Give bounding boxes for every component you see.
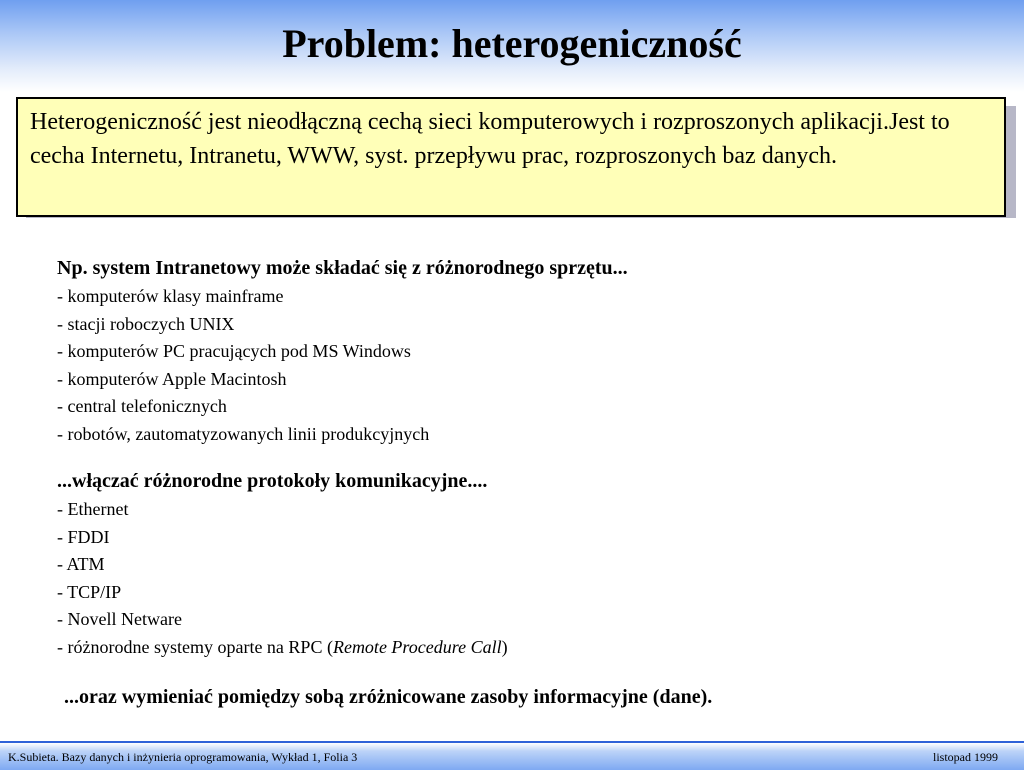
footer-date: listopad 1999 [933,750,998,764]
rpc-prefix: - różnorodne systemy oparte na RPC ( [57,636,333,657]
rpc-suffix: ) [501,636,508,657]
protocols-heading: ...włączać różnorodne protokoły komunikacyjne.... [57,470,488,492]
intro-text: Heterogeniczność jest nieodłączną cechą sieci komputerowych i rozproszonych aplikacji.Jest to cecha Internetu, Intranetu, WWW, syst. przepływu prac, rozproszonych baz danych. [30,109,950,169]
list-item: - Novell Netware [57,609,182,629]
hardware-list [57,283,997,448]
list-item: - Ethernet [57,499,129,519]
list-item: - ATM [57,554,105,574]
list-item-rpc [57,634,997,662]
section-gap [57,448,997,466]
footer-bar [0,741,1024,770]
list-item: - komputerów Apple Macintosh [57,368,287,389]
list-item: - central telefonicznych [57,396,227,416]
protocols-list [57,496,997,661]
list-item: - TCP/IP [57,581,122,602]
slide-title: Problem: heterogeniczność [282,21,742,66]
list-item: - stacji roboczych UNIX [57,313,235,334]
slide-content [57,253,997,661]
footer-citation: K.Subieta. Bazy danych i inżynieria oprogramowania, Wykład 1, Folia 3 [8,750,358,764]
hardware-heading: Np. system Intranetowy może składać się z różnorodnego sprzętu... [57,257,628,279]
rpc-italic: Remote Procedure Call [332,636,502,657]
list-item: - robotów, zautomatyzowanych linii produkcyjnych [57,423,430,444]
intro-box [16,97,1006,217]
list-item: - komputerów PC pracujących pod MS Windows [57,341,411,361]
list-item: - FDDI [57,526,110,547]
conclusion-text: ...oraz wymieniać pomiędzy sobą zróżnicowane zasoby informacyjne (dane). [64,686,713,708]
list-item: - komputerów klasy mainframe [57,286,284,306]
